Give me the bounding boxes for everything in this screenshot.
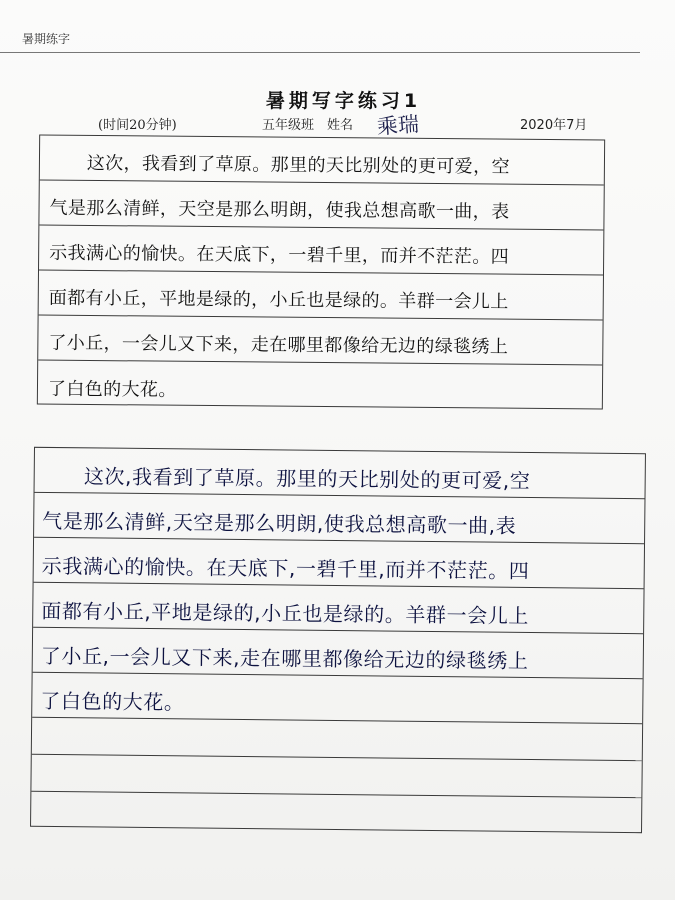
printed-line-text: 这次，我看到了草原。那里的天比别处的更可爱，空 (49, 152, 511, 178)
handwritten-line-text: 气是那么清鲜,天空是那么明朗,使我总想高歌一曲,表 (42, 508, 517, 538)
handwriting-practice-box (30, 447, 646, 833)
printed-line (38, 316, 602, 366)
handwritten-line (35, 448, 645, 499)
handwritten-line (34, 493, 644, 544)
handwritten-line-text: 了白色的大花。 (40, 688, 185, 715)
printed-model-text-box (37, 135, 605, 410)
handwritten-line-text: 了小丘,一会儿又下来,走在哪里都像给无边的绿毯绣上 (40, 643, 529, 673)
handwritten-line (33, 628, 643, 679)
handwritten-line (32, 673, 642, 724)
header-label: 暑期练字 (22, 32, 71, 46)
blank-line (31, 755, 641, 798)
printed-line (39, 271, 603, 321)
blank-line (31, 792, 641, 832)
printed-line (40, 136, 604, 186)
time-limit: (时间20分钟) (98, 118, 177, 133)
handwritten-line (34, 538, 644, 589)
printed-line (39, 226, 603, 276)
handwritten-line-text: 面都有小丘,平地是绿的,小丘也是绿的。羊群一会儿上 (41, 598, 530, 628)
handwritten-line-text: 这次,我看到了草原。那里的天比别处的更可爱,空 (42, 463, 531, 494)
printed-line (38, 361, 602, 411)
date: 2020年7月 (520, 118, 588, 133)
worksheet-title: 暑期写字练习1 (265, 90, 422, 112)
printed-line-text: 了白色的大花。 (47, 378, 177, 401)
printed-line-text: 面都有小丘，平地是绿的，小丘也是绿的。羊群一会儿上 (48, 287, 509, 313)
blank-line (32, 718, 642, 761)
printed-line-text: 气是那么清鲜，天空是那么明朗，使我总想高歌一曲，表 (49, 197, 510, 223)
handwritten-line-text: 示我满心的愉快。在天底下,一碧千里,而并不茫茫。四 (41, 553, 530, 584)
header-rule (0, 52, 640, 53)
handwritten-line (33, 583, 643, 634)
student-name-signature: 乘瑞 (376, 112, 420, 139)
printed-line-text: 示我满心的愉快。在天底下，一碧千里，而并不茫茫。四 (49, 242, 510, 268)
printed-line-text: 了小丘，一会儿又下来，走在哪里都像给无边的绿毯绣上 (48, 332, 509, 358)
printed-line (39, 181, 603, 231)
class-name-label: 五年级班 姓名 (262, 118, 354, 133)
